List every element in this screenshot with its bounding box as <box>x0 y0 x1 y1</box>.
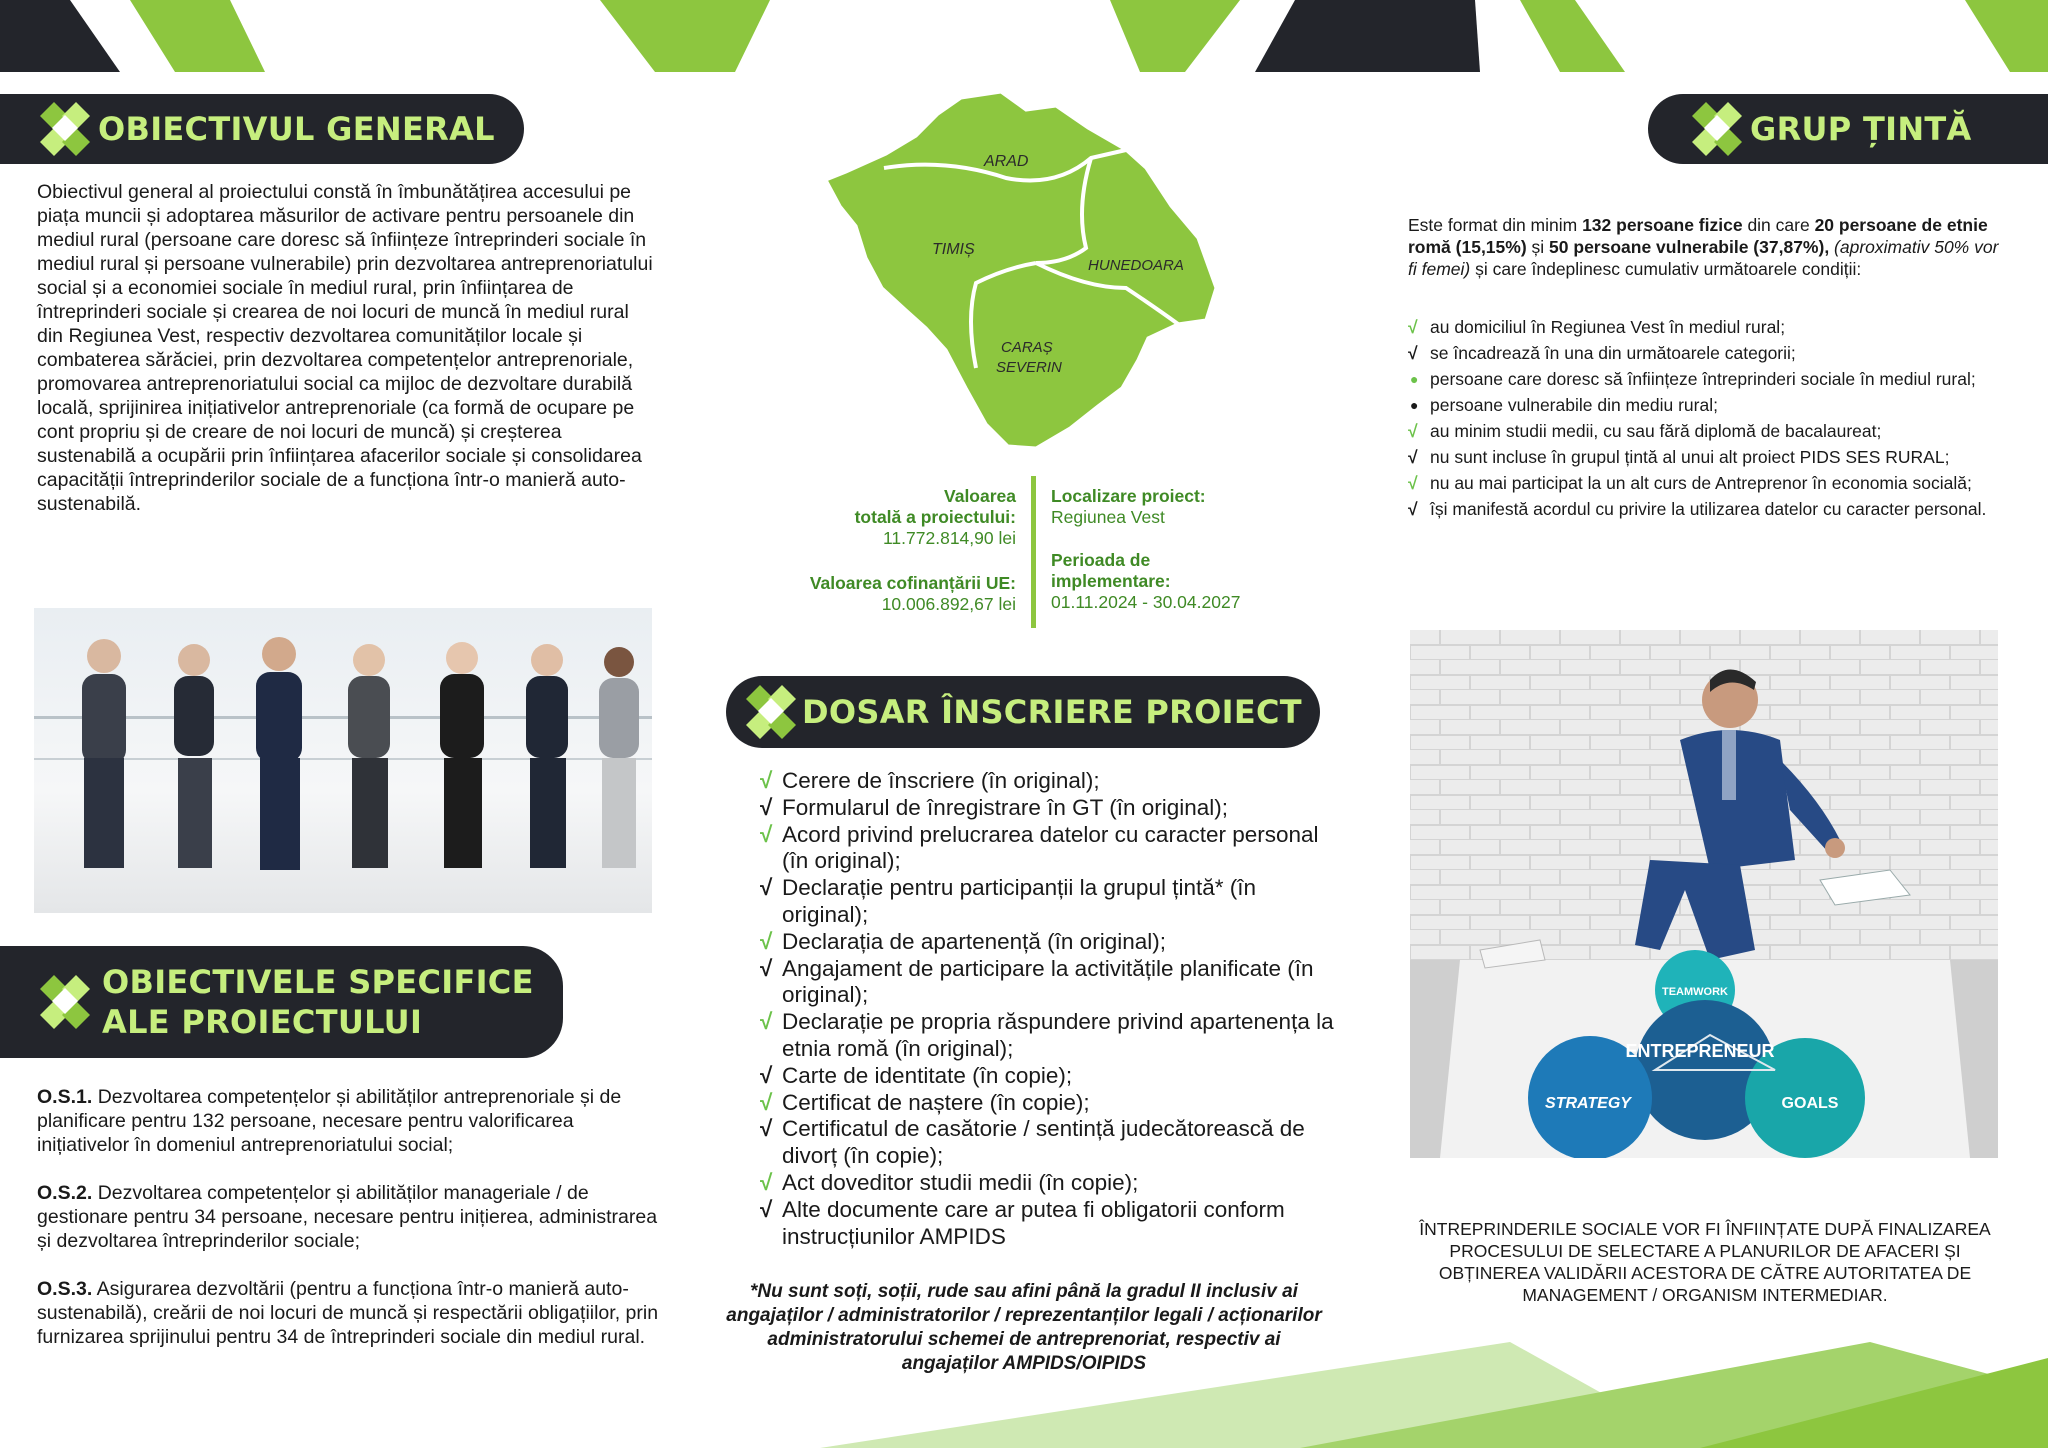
check-icon: √ <box>1408 473 1418 493</box>
diamond-logo-icon <box>34 98 96 160</box>
diamond-logo-icon <box>740 681 802 743</box>
grup-tinta-intro <box>1408 214 2002 280</box>
dosar-item: √ Act doveditor studii medii (în copie); <box>760 1169 1139 1195</box>
os2-text: Dezvoltarea competențelor și abilităților manageriale / de gestionare pentru 34 persoane, necesare pentru inițierea, administrarea și dezvoltarea întreprinderilor sociale; <box>37 1182 658 1252</box>
dosar-item: √ Carte de identitate (în copie); <box>760 1062 1073 1088</box>
obiective-specifice-title-line2: ALE PROIECTULUI <box>102 1003 423 1041</box>
check-icon: √ <box>760 928 773 954</box>
regiunea-vest-map <box>826 88 1226 468</box>
check-icon: √ <box>760 821 773 847</box>
condition-item: ● persoane vulnerabile din mediu rural; <box>1410 395 1718 415</box>
business-team-photo <box>34 608 652 913</box>
check-icon: √ <box>760 794 773 820</box>
intro-b: 132 persoane fizice <box>1582 215 1743 235</box>
dosar-item: √ Declarație pentru participanții la grupul țintă* (în original); <box>760 875 1257 927</box>
os3-item <box>37 1277 667 1349</box>
val-cof: 10.006.892,67 lei <box>881 594 1016 614</box>
obiectiv-general-paragraph: Obiectivul general al proiectului constă în îmbunătățirea accesului pe piața muncii și adoptarea măsurilor de activare pentru persoanele din mediul rural (persoane care doresc să înființeze întreprinderi sociale în mediul rural și persoane vulnerabile) prin dezvoltarea antreprenoriatului social și a economiei sociale în mediul rural, prin înființarea de întreprinderi sociale și crearea de noi locuri de muncă în mediul rural din Regiunea Vest, respectiv dezvoltarea comunităților locale și combaterea sărăciei, prin dezvoltarea competențelor antreprenoriale, promovarea antreprenoriatului social ca mijloc de dezvoltare durabilă locală, sprijinirea inițiativelor antreprenoriale (ca formă de ocupare pe cont propriu și de creare de noi locuri de muncă) și creșterea sustenabilă a ocupării prin înființarea afacerilor sociale și consolidarea capacității întreprinderilor sociale de a funcționa într-o manieră auto-sustenabilă. <box>37 181 653 515</box>
dosar-item: √ Angajament de participare la activitățile planificate (în original); <box>760 955 1314 1008</box>
check-icon: √ <box>760 1062 773 1088</box>
intro-d: 20 persoane de etnie romă (15,15%) <box>1408 215 1988 257</box>
diamond-logo-icon <box>34 971 96 1033</box>
condition-item: √ nu au mai participat la un alt curs de Antreprenor în economia socială; <box>1408 473 1972 493</box>
obiective-specifice-banner <box>0 946 563 1058</box>
closing-statement: ÎNTREPRINDERILE SOCIALE VOR FI ÎNFIINȚATE DUPĂ FINALIZAREA PROCESULUI DE SELECTARE A PLANURILOR DE AFACERI ȘI OBȚINEREA VALIDĂRII ACESTORA DE CĂTRE AUTORITATEA DE MANAGEMENT / ORGANISM INTERMEDIAR. <box>1419 1219 1991 1305</box>
check-icon: √ <box>1408 343 1418 363</box>
obiectiv-general-title: OBIECTIVUL GENERAL <box>98 110 495 148</box>
condition-item: √ se încadrează în una din următoarele categorii; <box>1408 343 1796 363</box>
loc-label: Localizare proiect: <box>1051 486 1206 506</box>
check-icon: √ <box>1408 499 1418 519</box>
obiectiv-general-banner <box>0 94 524 164</box>
check-icon: √ <box>1408 317 1418 337</box>
intro-a: Este format din minim <box>1408 215 1583 235</box>
os1-text: Dezvoltarea competențelor și abilităților antreprenoriale și de planificare pentru 132 persoane, necesare pentru valorificarea inițiativelor în domeniul antreprenoriatului social; <box>37 1086 622 1156</box>
diagram-entrepreneur: ENTREPRENEUR <box>1625 1041 1775 1061</box>
intro-h: și care îndeplinesc cumulativ următoarele condiții: <box>1470 259 1862 279</box>
condition-item: ● persoane care doresc să înființeze întreprinderi sociale în mediul rural; <box>1410 369 1976 389</box>
intro-f: 50 persoane vulnerabile (37,87%), <box>1549 237 1830 257</box>
dosar-banner <box>726 676 1320 748</box>
val-total-label-2: totală a proiectului: <box>854 507 1016 527</box>
per-value: 01.11.2024 - 30.04.2027 <box>1051 592 1241 612</box>
val-total: 11.772.814,90 lei <box>883 528 1016 548</box>
val-cof-label: Valoarea cofinanțării UE: <box>809 573 1016 593</box>
dosar-item: √ Cerere de înscriere (în original); <box>760 768 1100 793</box>
obiective-specifice-title <box>102 962 534 1042</box>
dosar-item: √ Declarația de apartenență (în original); <box>760 928 1166 954</box>
check-icon: √ <box>760 1089 773 1115</box>
dosar-item: √ Certificatul de casătorie / sentință judecătorească de divorț (în copie); <box>760 1116 1305 1169</box>
condition-item: √ nu sunt incluse în grupul țintă al unui alt proiect PIDS SES RURAL; <box>1408 447 1950 467</box>
check-icon: √ <box>760 955 773 981</box>
project-values <box>740 486 1016 615</box>
intro-g: (aproximativ 50% vor fi femei) <box>1408 237 1999 279</box>
map-label-caras: CARAȘ <box>1001 339 1053 356</box>
diagram-strategy: STRATEGY <box>1545 1095 1631 1112</box>
dosar-item: √ Formularul de înregistrare în GT (în original); <box>760 794 1229 820</box>
condition-item: √ au domiciliul în Regiunea Vest în mediul rural; <box>1408 317 1786 337</box>
check-icon: √ <box>1408 421 1418 441</box>
grup-tinta-banner <box>1648 94 2048 164</box>
obiective-specifice-list <box>37 1085 667 1349</box>
dosar-item: √ Certificat de naștere (în copie); <box>760 1089 1090 1115</box>
check-icon: √ <box>1408 447 1418 467</box>
grup-tinta-title: GRUP ȚINTĂ <box>1750 110 1972 148</box>
check-icon: √ <box>760 875 773 901</box>
diamond-logo-icon <box>1686 98 1748 160</box>
top-stripes <box>0 0 2048 75</box>
grup-tinta-conditions <box>1408 316 2008 520</box>
val-total-label-1: Valoarea <box>944 486 1016 506</box>
bullet-icon: ● <box>1410 397 1419 413</box>
intro-e: și <box>1526 237 1550 257</box>
check-icon: √ <box>760 1169 773 1195</box>
map-label-severin: SEVERIN <box>996 359 1062 376</box>
diagram-goals: GOALS <box>1781 1095 1839 1112</box>
entrepreneur-photo <box>1410 630 1998 1158</box>
dosar-item: √ Acord privind prelucrarea datelor cu caracter personal (în original); <box>760 821 1319 874</box>
check-icon: √ <box>760 1116 773 1142</box>
map-label-timis: TIMIȘ <box>932 241 975 258</box>
condition-item: √ își manifestă acordul cu privire la utilizarea datelor cu caracter personal. <box>1408 499 1987 519</box>
map-label-hunedoara: HUNEDOARA <box>1088 257 1184 274</box>
intro-c: din care <box>1742 215 1815 235</box>
check-icon: √ <box>760 768 773 793</box>
dosar-footnote: *Nu sunt soți, soții, rude sau afini până la gradul II inclusiv ai angajaților / administratorilor / reprezentanților legali / acționarilor administratorului schemei de antreprenoriat, respectiv ai angajaților AMPIDS/OIPIDS <box>726 1281 1322 1374</box>
os2-item <box>37 1181 667 1253</box>
loc-value: Regiunea Vest <box>1051 507 1165 527</box>
os1-label: O.S.1. <box>37 1086 93 1108</box>
per-label-1: Perioada de <box>1051 550 1151 570</box>
dosar-item: √ Alte documente care ar putea fi obligatorii conform instrucțiunilor AMPIDS <box>760 1196 1285 1249</box>
check-icon: √ <box>760 1196 773 1222</box>
os2-label: O.S.2. <box>37 1182 93 1204</box>
os3-text: Asigurarea dezvoltării (pentru a funcționa într-o manieră auto-sustenabilă), creării de noi locuri de muncă și respectării obligațiilor, prin furnizarea sprijinului pentru 34 de întreprinderi sociale din mediul rural. <box>37 1278 659 1348</box>
diagram-teamwork: TEAMWORK <box>1662 986 1728 998</box>
condition-item: √ au minim studii medii, cu sau fără diplomă de bacalaureat; <box>1408 421 1882 441</box>
obiectiv-general-text <box>37 180 657 516</box>
check-icon: √ <box>760 1009 773 1035</box>
map-label-arad: ARAD <box>984 153 1029 170</box>
bullet-icon: ● <box>1410 371 1419 387</box>
dosar-item: √ Declarație pe propria răspundere privind apartenența la etnia romă (în original); <box>760 1009 1334 1061</box>
per-label-2: implementare: <box>1051 571 1171 591</box>
project-location <box>1051 486 1291 613</box>
info-divider <box>1031 476 1036 628</box>
os1-item <box>37 1085 667 1157</box>
dosar-title: DOSAR ÎNSCRIERE PROIECT <box>802 693 1302 731</box>
dosar-list <box>760 768 1340 1250</box>
obiective-specifice-title-line1: OBIECTIVELE SPECIFICE <box>102 963 534 1001</box>
os3-label: O.S.3. <box>37 1278 93 1300</box>
